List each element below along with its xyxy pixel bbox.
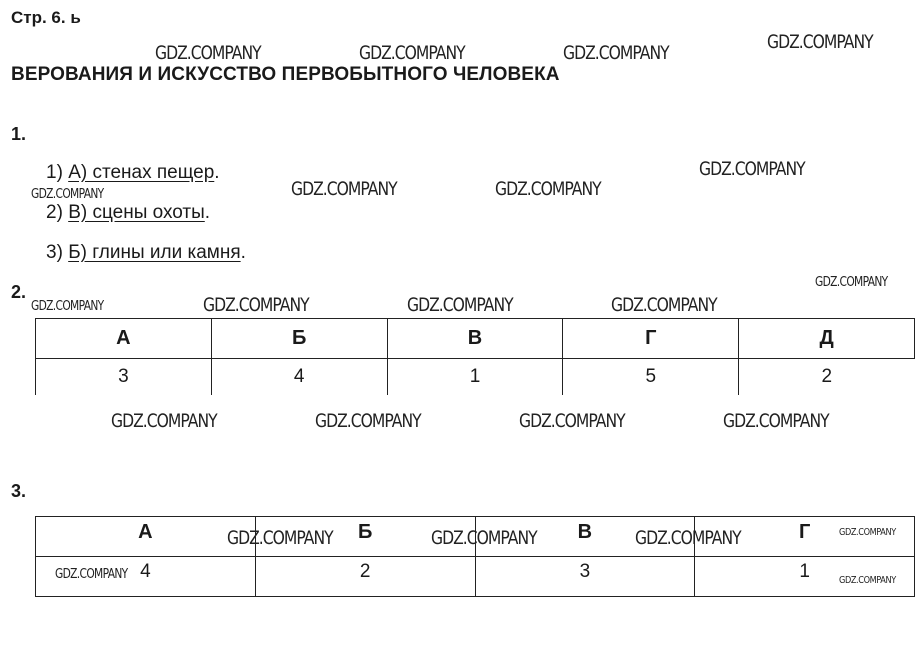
table-header-cell: А — [36, 517, 256, 557]
watermark-text: GDZ.COMPANY — [155, 42, 261, 64]
table-header-cell: Д — [739, 319, 915, 359]
watermark-text: GDZ.COMPANY — [431, 527, 537, 549]
table-row — [36, 557, 915, 597]
task-1-answer-3 — [46, 242, 246, 264]
table-row — [36, 359, 915, 395]
answer-prefix: 3) — [46, 242, 69, 263]
table-header-cell: Б — [211, 319, 387, 359]
answer-suffix: . — [240, 242, 246, 263]
watermark-text: GDZ.COMPANY — [359, 42, 465, 64]
table-header-row — [36, 319, 915, 359]
table-cell: 5 — [563, 359, 739, 395]
watermark-text: GDZ.COMPANY — [611, 294, 717, 316]
watermark-text: GDZ.COMPANY — [635, 527, 741, 549]
answer-text: Б) глины или камня — [68, 242, 241, 263]
task-1-answer-2 — [46, 202, 210, 224]
watermark-text: GDZ.COMPANY — [839, 575, 896, 586]
watermark-text: GDZ.COMPANY — [407, 294, 513, 316]
table-cell: 4 — [211, 359, 387, 395]
table-cell: 1 — [695, 557, 915, 597]
watermark-text: GDZ.COMPANY — [815, 275, 888, 290]
watermark-text: GDZ.COMPANY — [291, 178, 397, 200]
task-3-number: 3. — [11, 481, 27, 501]
table-cell: 3 — [475, 557, 695, 597]
task-1-answer-1 — [46, 162, 220, 184]
task-2-number: 2. — [11, 282, 27, 302]
watermark-text: GDZ.COMPANY — [519, 410, 625, 432]
table-cell: 2 — [255, 557, 475, 597]
watermark-text: GDZ.COMPANY — [203, 294, 309, 316]
answer-suffix: . — [214, 162, 220, 183]
watermark-text: GDZ.COMPANY — [55, 567, 128, 582]
watermark-text: GDZ.COMPANY — [315, 410, 421, 432]
table-header-cell: Г — [563, 319, 739, 359]
page-header: Стр. 6. ь — [11, 8, 81, 27]
task-1-number: 1. — [11, 124, 27, 144]
watermark-text: GDZ.COMPANY — [839, 527, 896, 538]
table-header-cell: Г — [695, 517, 915, 557]
answer-prefix: 1) — [46, 162, 69, 183]
answer-suffix: . — [204, 202, 211, 223]
table-header-cell: В — [475, 517, 695, 557]
watermark-text: GDZ.COMPANY — [111, 410, 217, 432]
watermark-text: GDZ.COMPANY — [227, 527, 333, 549]
watermark-text: GDZ.COMPANY — [699, 158, 805, 180]
table-header-cell: А — [36, 319, 212, 359]
answer-text: А) стенах пещер — [68, 162, 215, 183]
watermark-text: GDZ.COMPANY — [495, 178, 601, 200]
table-header-cell: В — [387, 319, 563, 359]
table-cell: 1 — [387, 359, 563, 395]
table-cell: 2 — [739, 359, 915, 395]
task-2-answer-table — [35, 318, 915, 395]
answer-text: В) сцены охоты — [68, 202, 205, 223]
watermark-text: GDZ.COMPANY — [563, 42, 669, 64]
document-title: ВЕРОВАНИЯ И ИСКУССТВО ПЕРВОБЫТНОГО ЧЕЛОВЕКА — [11, 64, 560, 85]
answer-prefix: 2) — [46, 202, 69, 223]
watermark-text: GDZ.COMPANY — [767, 31, 873, 53]
table-header-cell: Б — [255, 517, 475, 557]
table-cell: 3 — [36, 359, 212, 395]
watermark-text: GDZ.COMPANY — [723, 410, 829, 432]
watermark-text: GDZ.COMPANY — [31, 187, 104, 202]
watermark-text: GDZ.COMPANY — [31, 299, 104, 314]
table-cell: 4 — [36, 557, 256, 597]
